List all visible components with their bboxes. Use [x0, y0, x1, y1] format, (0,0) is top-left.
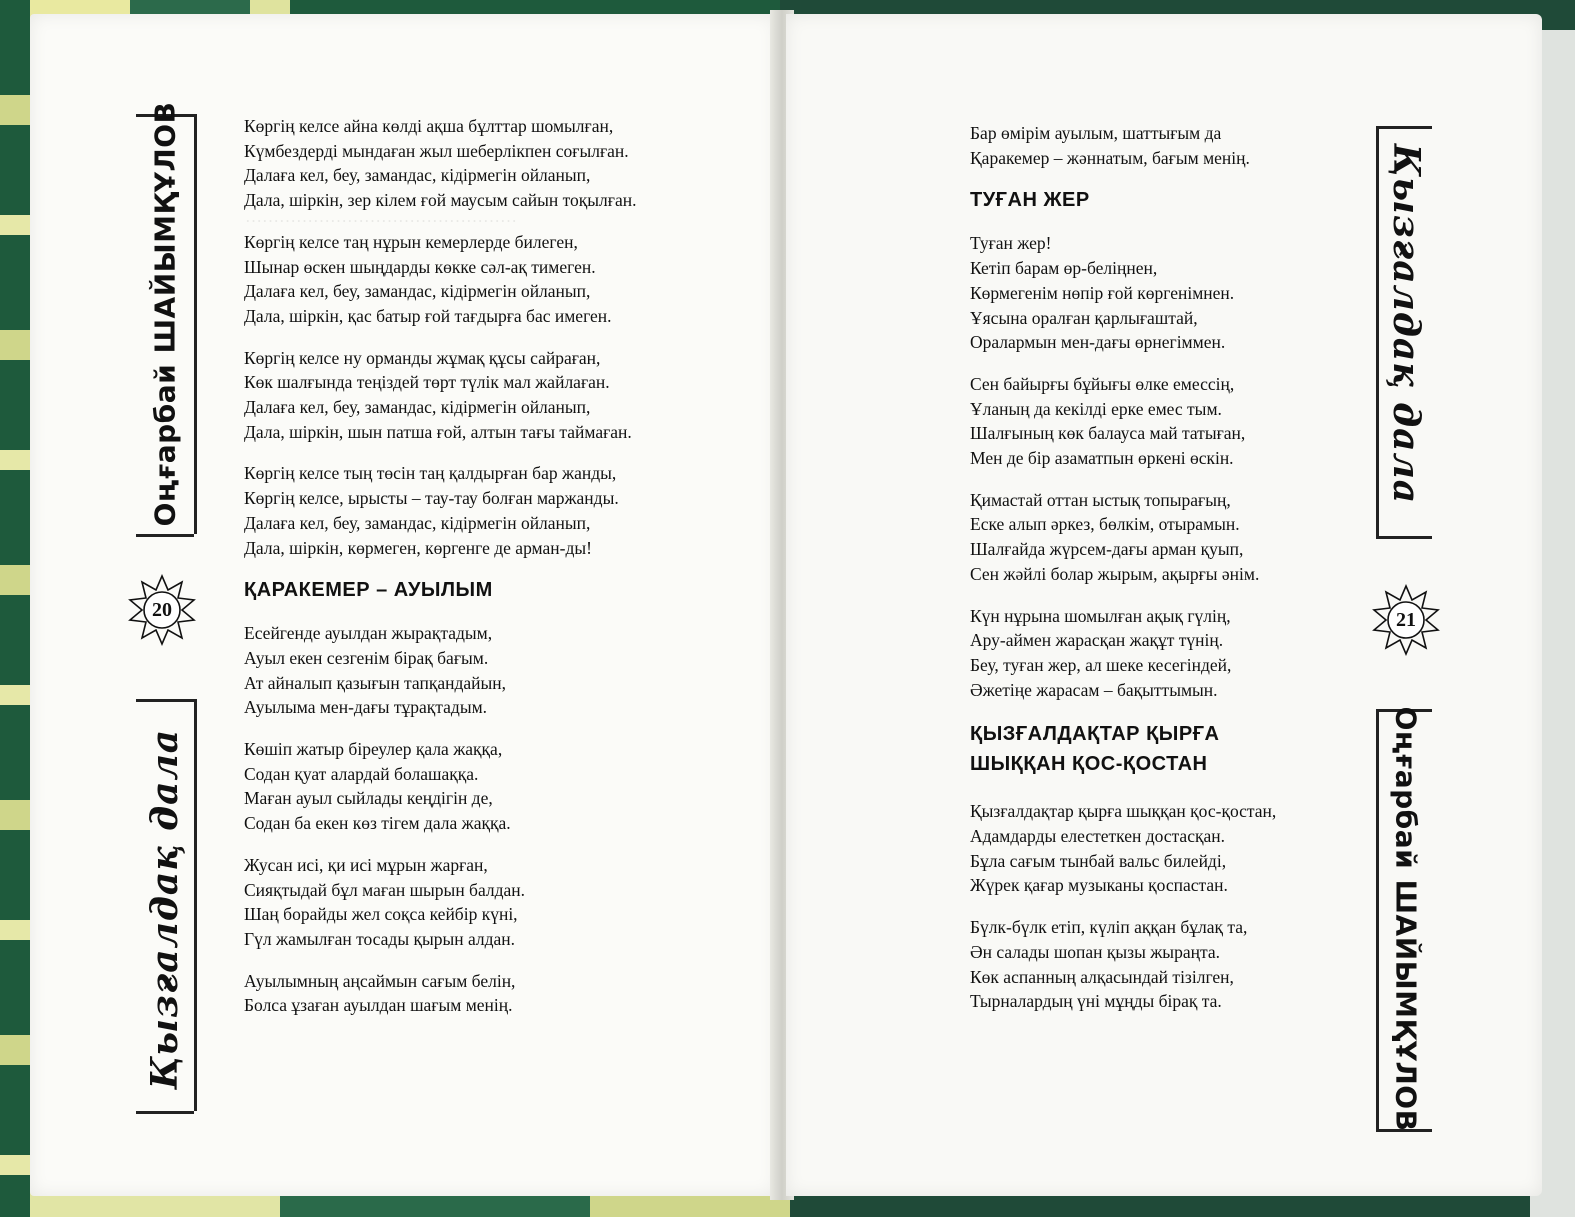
running-author: Оңғарбай ШАЙЫМҚҰЛОВ: [1389, 706, 1423, 1132]
poem-line: Шаң борайды жел соқса кейбір күні,: [244, 904, 518, 925]
poem-line: Көрмегенім нөпір ғой көргенімнен.: [970, 282, 1235, 303]
poem-line: Далаға кел, беу, замандас, кідірмегін ойланып,: [244, 165, 591, 186]
poem-line: Ауылымның аңсаймын сағым белін,: [244, 970, 516, 991]
poem-line: Қаракемер – жәннатым, бағым менің.: [970, 147, 1250, 168]
poem-line: Күмбездерді мындаған жыл шеберлікпен соғылған.: [244, 140, 629, 161]
poem-line: Дала, шіркін, көрмеген, көргенге де арман-ды!: [244, 537, 592, 558]
poem-line: Гүл жамылған тосады қырын алдан.: [244, 928, 516, 949]
stanza: [970, 231, 1370, 355]
right-page: [786, 14, 1542, 1196]
poem-line: Шалғының көк балауса май татыған,: [970, 423, 1246, 444]
poem-line: Бүлк-бүлк етіп, күліп аққан бұлақ та,: [970, 917, 1248, 938]
running-title: Қызғалдақ дала: [1385, 143, 1427, 505]
poem-line: Көргің келсе таң нұрын кемерлерде билеген,: [244, 231, 578, 252]
poem-line: Көргің келсе айна көлді ақша бұлттар шомылған,: [244, 116, 614, 136]
poem-line: Сен жәйлі болар жырым, ақырғы әнім.: [970, 563, 1260, 584]
poem-line: Сияқтыдай бұл маған шырын балдан.: [244, 879, 526, 900]
poem-line: Ұясына оралған қарлығаштай,: [970, 307, 1198, 328]
poem-line: Ән салады шопан қызы жыраңта.: [970, 941, 1220, 962]
poem-line: Дала, шіркін, зер кілем ғой маусым сайын тоқылған.: [244, 190, 637, 211]
page-number-emblem: [126, 574, 198, 646]
stanza: [244, 230, 744, 329]
poem-line: Дала, шіркін, қас батыр ғой тағдырға бас имеген.: [244, 305, 612, 326]
poem-line: Көргің келсе тың төсін таң қалдырған бар жанды,: [244, 463, 617, 484]
title-box-bottom-rule: [1376, 536, 1432, 539]
poem-line: Тырналардың үні мұңды бірақ та.: [970, 991, 1222, 1012]
poem-line: Қызғалдақтар қырға шыққан қос-қостан,: [970, 801, 1277, 822]
poem-line: Әжетіңе жарасам – бақыттымын.: [970, 679, 1218, 700]
poem-line: Ауылыма мен-дағы тұрақтадым.: [244, 697, 488, 718]
stanza: [244, 461, 744, 560]
poem-line: Беу, туған жер, ал шеке кесегіндей,: [970, 654, 1232, 675]
poem-line: Содан ба екен көз тігем дала жаққа.: [244, 813, 511, 834]
poem-line: Ару-аймен жарасқан жақұт түнің.: [970, 630, 1224, 651]
poem-line: Мен де бір азаматпын өркені өскін.: [970, 448, 1234, 469]
poem-line: Содан қуат алардай болашаққа.: [244, 763, 479, 784]
running-author: Оңғарбай ШАЙЫМҚҰЛОВ: [148, 101, 182, 527]
stanza: [244, 114, 744, 213]
poem-line: Бұла сағым тынбай вальс билейді,: [970, 850, 1227, 871]
show-through-text: …………………………………………: [245, 207, 517, 226]
right-text-column: [970, 121, 1370, 1031]
poem-line: Далаға кел, беу, замандас, кідірмегін ойланып,: [244, 512, 591, 533]
stanza: [970, 604, 1370, 703]
poem-title-line: ҚЫЗҒАЛДАҚТАР ҚЫРҒА: [970, 723, 1220, 746]
poem-line: Көргің келсе ну орманды жұмақ құсы сайраған,: [244, 347, 601, 368]
poem-line: Маған ауыл сыйлады кеңдігін де,: [244, 788, 493, 809]
poem-line: Болса ұзаған ауылдан шағым менің.: [244, 995, 513, 1016]
poem-line: Сен байырғы бұйығы өлке емессің,: [970, 373, 1235, 394]
poem-line: Оралармын мен-дағы өрнегіммен.: [970, 332, 1226, 353]
stanza: [244, 737, 744, 836]
book-cover-edge: [0, 0, 30, 1217]
poem-line: Есейгенде ауылдан жырақтадым,: [244, 623, 493, 644]
poem-line: Адамдарды елестеткен достасқан.: [970, 826, 1225, 847]
poem-line: Қимастай оттан ыстық топырағың,: [970, 489, 1231, 510]
stanza: [970, 488, 1370, 587]
poem-title-line: ШЫҚҚАН ҚОС-ҚОСТАН: [970, 753, 1208, 776]
poem-title: ҚАРАКЕМЕР – АУЫЛЫМ: [244, 579, 493, 602]
left-text-column: [244, 114, 744, 1035]
poem-line: Көшіп жатыр біреулер қала жаққа,: [244, 739, 503, 760]
title-box-bottom-rule: [136, 1111, 194, 1114]
poem-line: Көк шалғында теңіздей төрт түлік мал жайлаған.: [244, 372, 610, 393]
poem-line: Ат айналып қазығын тапқандайын,: [244, 672, 506, 693]
poem-line: Туған жер!: [970, 233, 1052, 254]
left-page: [30, 14, 776, 1196]
stanza: [244, 969, 744, 1018]
poem-line: Бар өмірім ауылым, шаттығым да: [970, 123, 1222, 143]
poem-line: Жусан исі, қи исі мұрын жарған,: [244, 854, 488, 875]
stanza: [970, 915, 1370, 1014]
poem-line: Ұланың да кекілді ерке емес тым.: [970, 398, 1222, 419]
stanza: [244, 621, 744, 720]
poem-line: Көк аспанның алқасындай тізілген,: [970, 966, 1234, 987]
poem-line: Кетіп барам өр-беліңнен,: [970, 258, 1158, 279]
page-number-emblem: [1370, 584, 1442, 656]
poem-line: Шынар өскен шыңдарды көкке сәл-ақ тимеген.: [244, 256, 596, 277]
poem-line: Еске алып әркез, бөлкім, отырамын.: [970, 514, 1240, 535]
poem-line: Күн нұрына шомылған ақық гүлің,: [970, 605, 1231, 626]
running-title: Қызғалдақ дала: [144, 728, 186, 1090]
page-number: 21: [1396, 609, 1416, 631]
poem-title: [970, 719, 1370, 779]
stanza: [970, 121, 1370, 170]
poem-line: Ауыл екен сезгенім бірақ бағым.: [244, 647, 489, 668]
stanza: [244, 853, 744, 952]
poem-line: Дала, шіркін, шын патша ғой, алтын тағы таймаған.: [244, 421, 632, 442]
poem-line: Шалғайда жүрсем-дағы арман қуып,: [970, 539, 1244, 560]
poem-title: ТУҒАН ЖЕР: [970, 189, 1090, 212]
stanza: [970, 799, 1370, 898]
author-box-bottom-rule: [136, 534, 194, 537]
page-number: 20: [152, 599, 172, 621]
stanza: [970, 372, 1370, 471]
poem-line: Далаға кел, беу, замандас, кідірмегін ойланып,: [244, 397, 591, 418]
stanza: [244, 346, 744, 445]
poem-line: Далаға кел, беу, замандас, кідірмегін ойланып,: [244, 281, 591, 302]
poem-line: Көргің келсе, ырысты – тау-тау болған маржанды.: [244, 488, 619, 509]
poem-line: Жүрек қағар музыканы қоспастан.: [970, 875, 1228, 896]
